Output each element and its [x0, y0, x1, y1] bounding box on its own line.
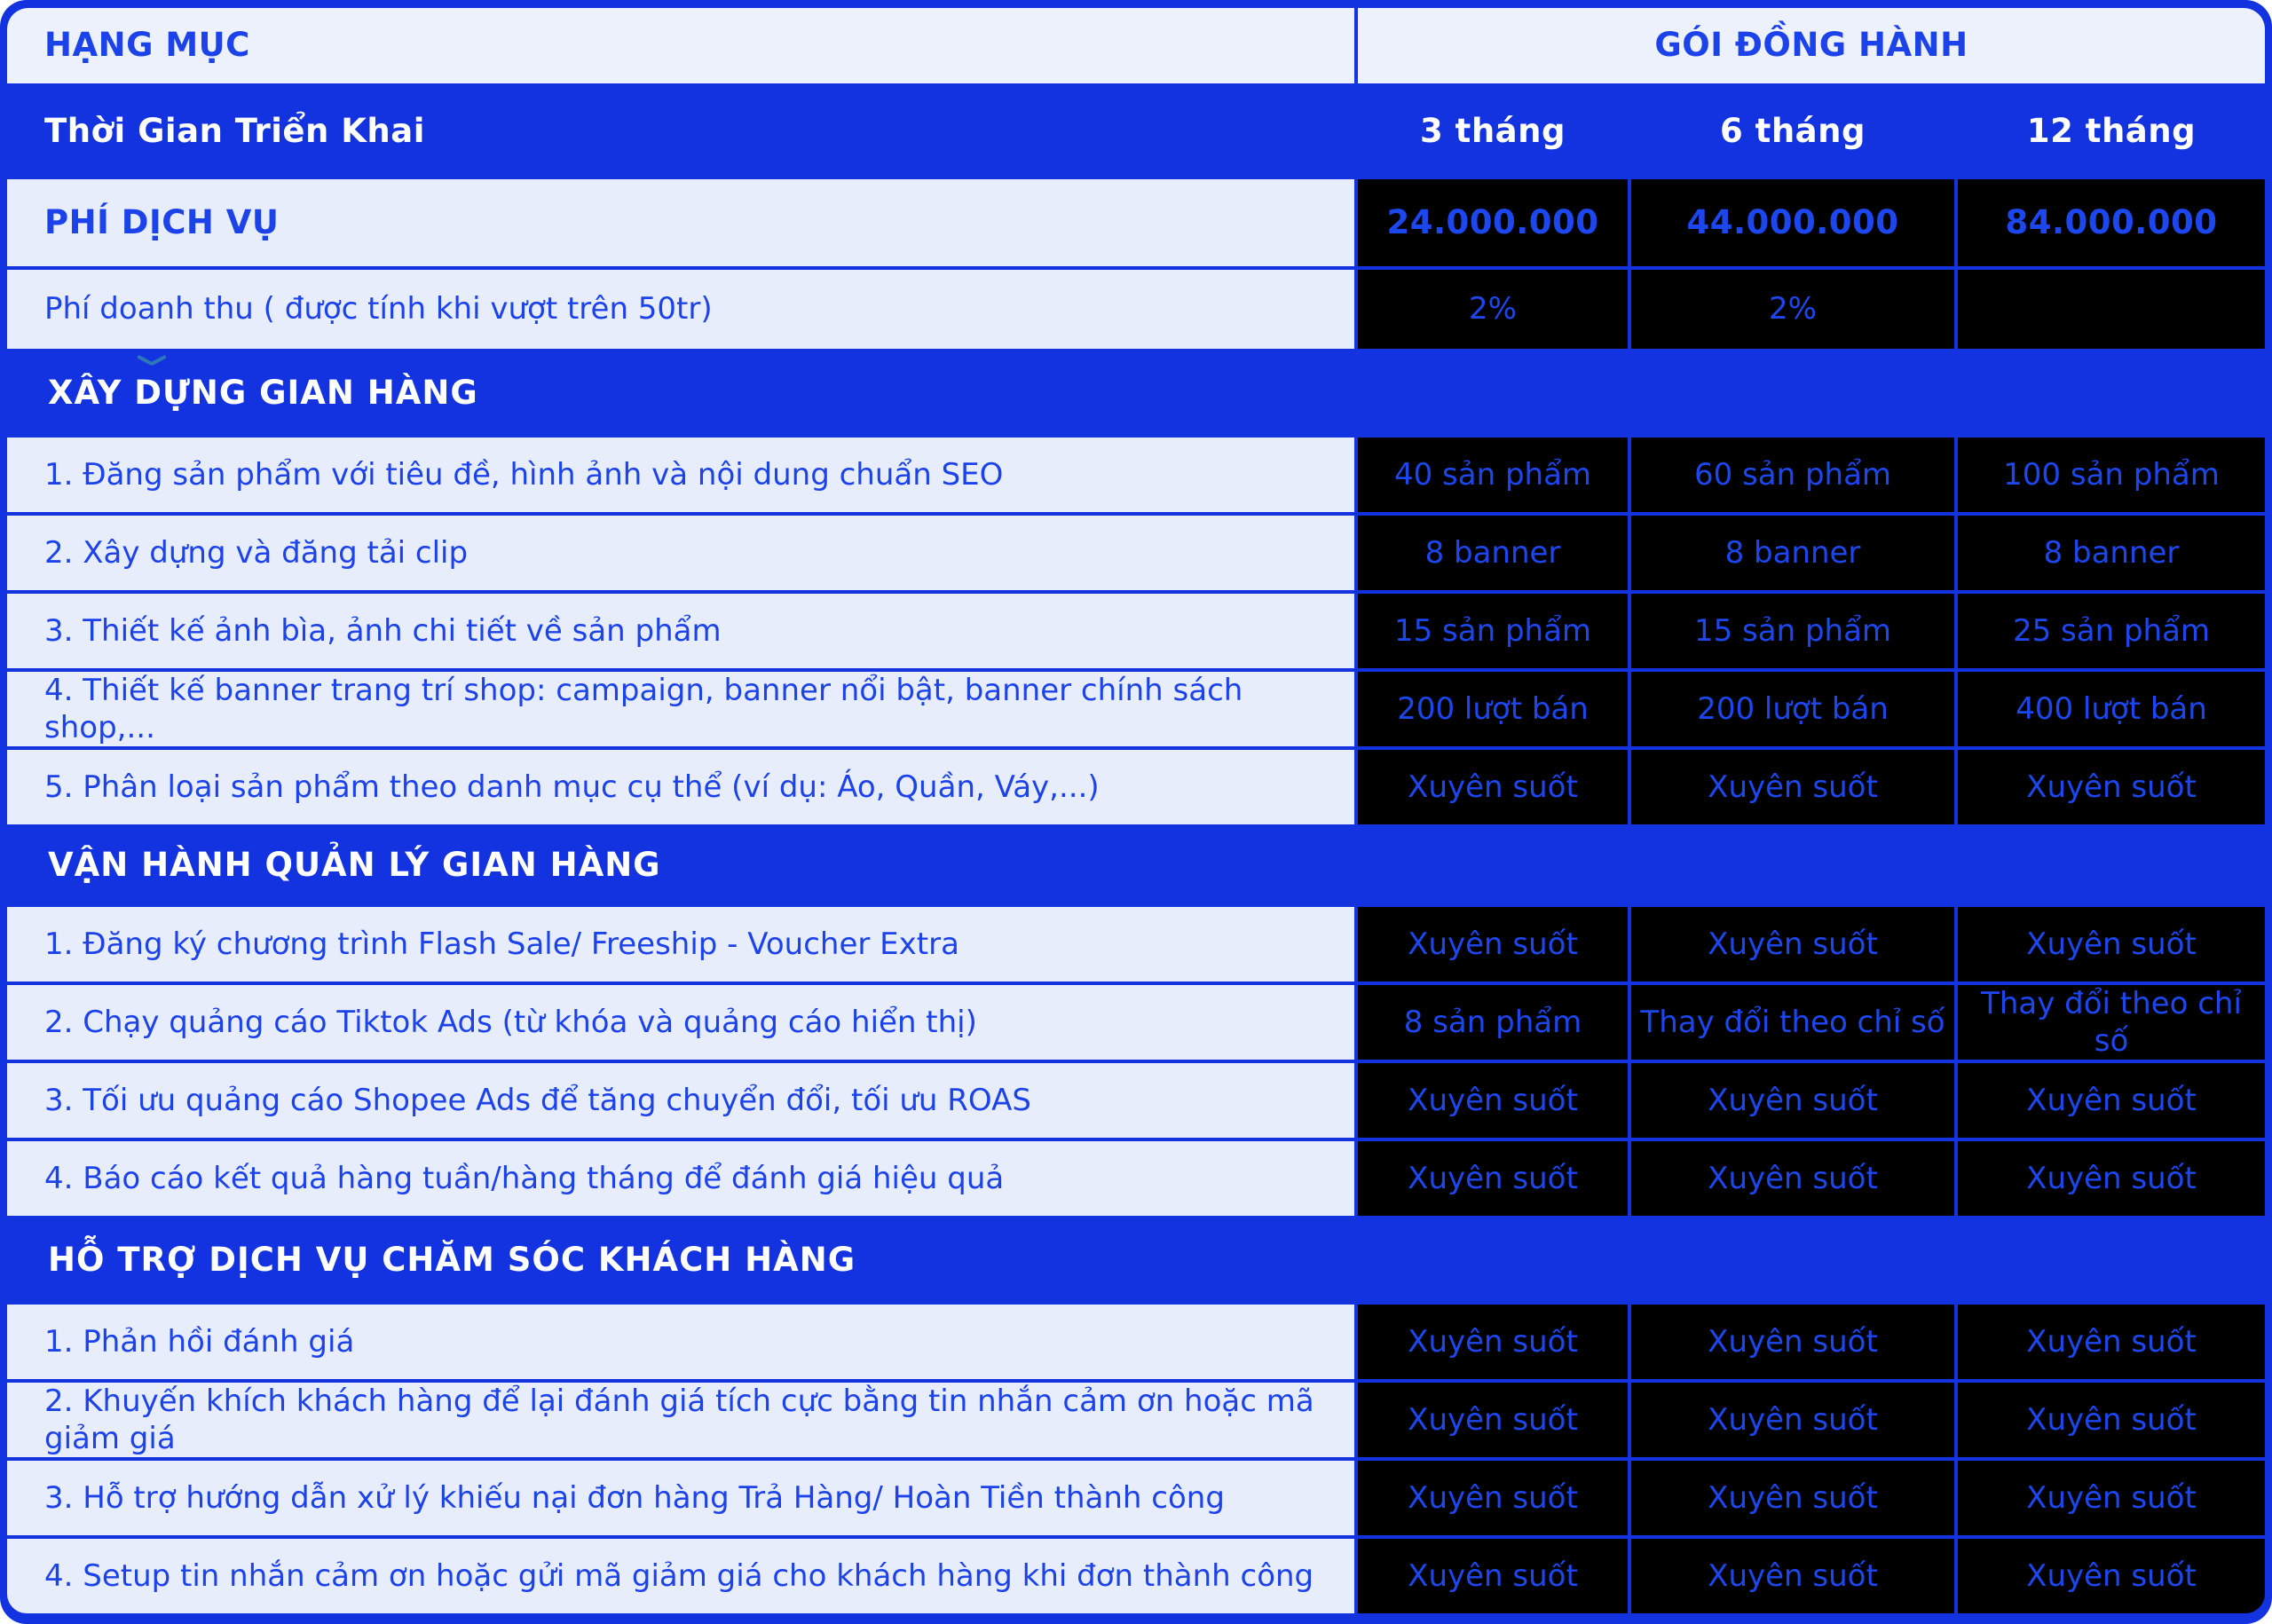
value-cell: Xuyên suốt [1631, 1305, 1954, 1379]
revenue-fee-value-6m: 2% [1631, 270, 1954, 349]
revenue-fee-value-3m: 2% [1358, 270, 1628, 349]
revenue-fee-value-12m [1958, 270, 2265, 349]
value-cell: Xuyên suốt [1358, 1539, 1628, 1613]
value-cell: 8 banner [1958, 516, 2265, 590]
value-cell: 8 sản phẩm [1358, 985, 1628, 1060]
value-cell: Thay đổi theo chỉ số [1958, 985, 2265, 1060]
section-header-store-building [7, 352, 2265, 434]
value-cell: 200 lượt bán [1358, 672, 1628, 746]
value-cell: Xuyên suốt [1958, 1063, 2265, 1138]
row-label: 2. Xây dựng và đăng tải clip [7, 516, 1354, 590]
value-cell: 100 sản phẩm [1958, 438, 2265, 512]
value-cell: 25 sản phẩm [1958, 594, 2265, 668]
revenue-fee-label: Phí doanh thu ( được tính khi vượt trên 50tr) [7, 270, 1354, 349]
value-cell: Xuyên suốt [1631, 1461, 1954, 1535]
row-label: 4. Thiết kế banner trang trí shop: campaign, banner nổi bật, banner chính sách shop,... [7, 672, 1354, 746]
value-cell: Xuyên suốt [1358, 750, 1628, 824]
value-cell: Xuyên suốt [1631, 750, 1954, 824]
value-cell: 60 sản phẩm [1631, 438, 1954, 512]
row-label: 3. Hỗ trợ hướng dẫn xử lý khiếu nại đơn hàng Trả Hàng/ Hoàn Tiền thành công [7, 1461, 1354, 1535]
row-label: 3. Thiết kế ảnh bìa, ảnh chi tiết về sản phẩm [7, 594, 1354, 668]
service-fee-value-6m: 44.000.000 [1631, 179, 1954, 266]
value-cell: Xuyên suốt [1358, 1063, 1628, 1138]
service-fee-value-12m: 84.000.000 [1958, 179, 2265, 266]
service-fee-value-3m: 24.000.000 [1358, 179, 1628, 266]
value-cell: 8 banner [1631, 516, 1954, 590]
value-cell: Xuyên suốt [1958, 907, 2265, 981]
value-cell: Xuyên suốt [1358, 1383, 1628, 1457]
value-cell: Xuyên suốt [1631, 1141, 1954, 1216]
column-header-category: HẠNG MỤC [7, 8, 1354, 83]
value-cell: Xuyên suốt [1358, 1141, 1628, 1216]
row-label: 4. Setup tin nhắn cảm ơn hoặc gửi mã giảm giá cho khách hàng khi đơn thành công [7, 1539, 1354, 1613]
section-title: VẬN HÀNH QUẢN LÝ GIAN HÀNG [48, 846, 661, 885]
value-cell: Xuyên suốt [1631, 907, 1954, 981]
value-cell: 15 sản phẩm [1631, 594, 1954, 668]
column-header-package-group: GÓI ĐỒNG HÀNH [1358, 8, 2265, 83]
row-label: 4. Báo cáo kết quả hàng tuần/hàng tháng để đánh giá hiệu quả [7, 1141, 1354, 1216]
row-label: 1. Đăng sản phẩm với tiêu đề, hình ảnh và nội dung chuẩn SEO [7, 438, 1354, 512]
value-cell: 400 lượt bán [1958, 672, 2265, 746]
time-row-label: Thời Gian Triển Khai [7, 87, 1354, 176]
value-cell: Xuyên suốt [1958, 750, 2265, 824]
value-cell: Xuyên suốt [1958, 1383, 2265, 1457]
time-col-3-months: 3 tháng [1358, 87, 1628, 176]
value-cell: Xuyên suốt [1358, 1461, 1628, 1535]
row-label: 1. Phản hồi đánh giá [7, 1305, 1354, 1379]
time-col-12-months: 12 tháng [1958, 87, 2265, 176]
row-label: 3. Tối ưu quảng cáo Shopee Ads để tăng chuyển đổi, tối ưu ROAS [7, 1063, 1354, 1138]
value-cell: Xuyên suốt [1631, 1383, 1954, 1457]
row-label: 2. Chạy quảng cáo Tiktok Ads (từ khóa và quảng cáo hiển thị) [7, 985, 1354, 1060]
section-header-store-operation [7, 828, 2265, 903]
service-fee-label: PHÍ DỊCH VỤ [7, 179, 1354, 266]
section-title: HỖ TRỢ DỊCH VỤ CHĂM SÓC KHÁCH HÀNG [48, 1240, 856, 1279]
value-cell: Xuyên suốt [1631, 1063, 1954, 1138]
value-cell: Xuyên suốt [1958, 1539, 2265, 1613]
value-cell: Thay đổi theo chỉ số [1631, 985, 1954, 1060]
value-cell: Xuyên suốt [1958, 1305, 2265, 1379]
chevron-down-icon [137, 355, 167, 369]
section-header-customer-care [7, 1219, 2265, 1301]
section-title: XÂY DỰNG GIAN HÀNG [48, 373, 478, 412]
value-cell: Xuyên suốt [1631, 1539, 1954, 1613]
row-label: 1. Đăng ký chương trình Flash Sale/ Freeship - Voucher Extra [7, 907, 1354, 981]
row-label: 2. Khuyến khích khách hàng để lại đánh giá tích cực bằng tin nhắn cảm ơn hoặc mã giảm giá [7, 1383, 1354, 1457]
value-cell: 200 lượt bán [1631, 672, 1954, 746]
value-cell: Xuyên suốt [1958, 1461, 2265, 1535]
time-col-6-months: 6 tháng [1631, 87, 1954, 176]
value-cell: Xuyên suốt [1358, 1305, 1628, 1379]
row-label: 5. Phân loại sản phẩm theo danh mục cụ thể (ví dụ: Áo, Quần, Váy,...) [7, 750, 1354, 824]
value-cell: 8 banner [1358, 516, 1628, 590]
value-cell: 15 sản phẩm [1358, 594, 1628, 668]
value-cell: Xuyên suốt [1358, 907, 1628, 981]
value-cell: Xuyên suốt [1958, 1141, 2265, 1216]
value-cell: 40 sản phẩm [1358, 438, 1628, 512]
